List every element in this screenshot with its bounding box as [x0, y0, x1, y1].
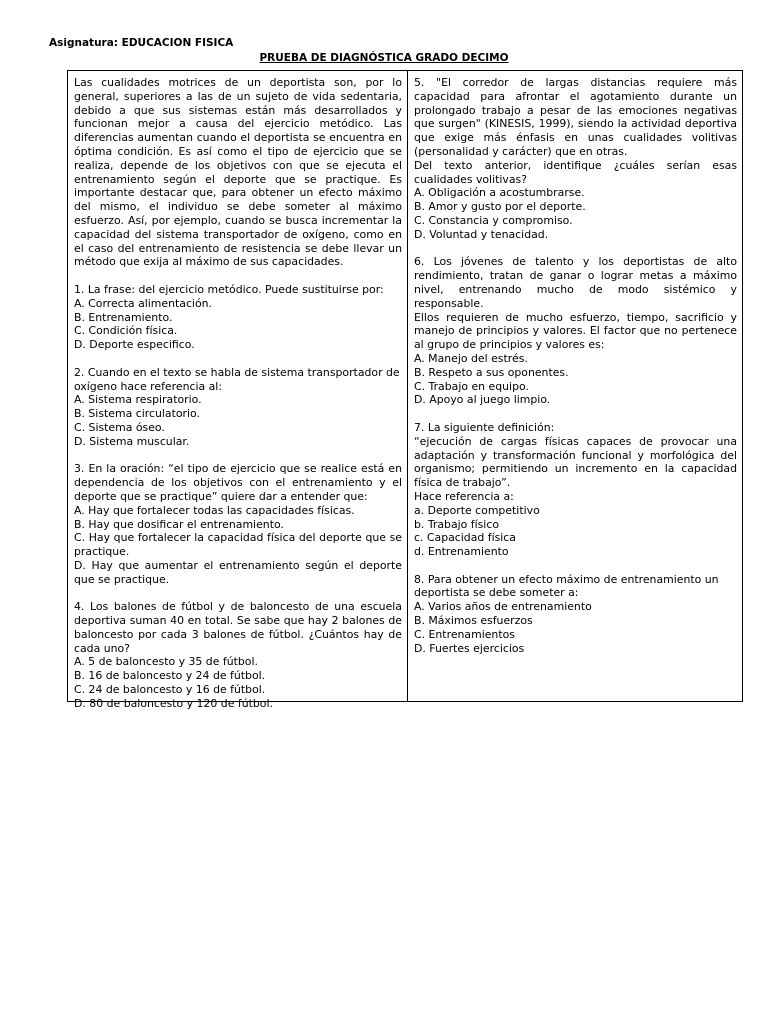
- question-6-text: 6. Los jóvenes de talento y los deportistas de alto rendimiento, tratan de ganar o lograr metas a máximo nivel, entrenando mucho de modo sistémico y responsable.: [414, 255, 737, 310]
- option-8b: B. Máximos esfuerzos: [414, 614, 533, 628]
- question-2: [74, 366, 402, 449]
- option-2b: B. Sistema circulatorio.: [74, 407, 200, 421]
- option-4b: B. 16 de baloncesto y 24 de fútbol.: [74, 669, 266, 683]
- option-7c: c. Capacidad física: [414, 531, 516, 545]
- document-title: PRUEBA DE DIAGNÓSTICA GRADO DECIMO: [259, 52, 509, 64]
- question-7: [414, 421, 737, 559]
- question-5-prompt: Del texto anterior, identifique ¿cuáles serían esas cualidades volitivas?: [414, 158, 737, 186]
- option-3d: D. Hay que aumentar el entrenamiento según el deporte que se practique.: [74, 558, 402, 586]
- option-5d: D. Voluntad y tenacidad.: [414, 227, 549, 241]
- option-7a: a. Deporte competitivo: [414, 503, 540, 517]
- option-1a: A. Correcta alimentación.: [74, 296, 212, 310]
- option-8a: A. Varios años de entrenamiento: [414, 600, 592, 614]
- question-1-text: 1. La frase: del ejercicio metódico. Puede sustituirse por:: [74, 282, 384, 296]
- reading-passage: Las cualidades motrices de un deportista son, por lo general, superiores a las de un sujeto de vida sedentaria, debido a que sus sistemas están más desarrollados y funcionan mejor a causa del ejercicio metódico. Las diferencias aumentan cuando el deportista se encuentra en óptima condición. Es así como el tipo de ejercicio que se realiza, depende de los objetivos con que se ejecuta el entrenamiento según el deporte que se practique. Es importante destacar que, para obtener un efecto máximo del mismo, el individuo se debe someter al máximo esfuerzo. Así, por ejemplo, cuando se busca incrementar la capacidad del sistema transportador de oxígeno, como en el caso del entrenamiento de resistencia se debe llevar un método que exija al máximo de sus capacidades.: [74, 76, 402, 269]
- question-8-text: 8. Para obtener un efecto máximo de entrenamiento un deportista se debe someter a:: [414, 572, 719, 600]
- option-7b: b. Trabajo físico: [414, 517, 499, 531]
- question-1: [74, 283, 402, 352]
- option-8d: D. Fuertes ejercicios: [414, 641, 525, 655]
- question-5-text: 5. "El corredor de largas distancias requiere más capacidad para afrontar el agotamiento durante un prolongado trabajo a pesar de las emociones negativas que surgen" (KINESIS, 1999), siendo la actividad deportiva que exige más énfasis en unas cualidades volitivas (personalidad y carácter) que en otras.: [414, 76, 737, 158]
- left-column: [68, 71, 408, 710]
- option-6b: B. Respeto a sus oponentes.: [414, 365, 569, 379]
- option-4a: A. 5 de baloncesto y 35 de fútbol.: [74, 655, 258, 669]
- exam-table: [67, 70, 743, 710]
- option-6d: D. Apoyo al juego limpio.: [414, 393, 551, 407]
- option-7d: d. Entrenamiento: [414, 545, 509, 559]
- option-5a: A. Obligación a acostumbrarse.: [414, 186, 585, 200]
- option-3a: A. Hay que fortalecer todas las capacidades físicas.: [74, 503, 355, 517]
- option-3c: C. Hay que fortalecer la capacidad física del deporte que se practique.: [74, 531, 402, 559]
- option-2c: C. Sistema óseo.: [74, 420, 165, 434]
- question-7-prompt: Hace referencia a:: [414, 489, 514, 503]
- question-7-text: 7. La siguiente definición:: [414, 420, 555, 434]
- option-6c: C. Trabajo en equipo.: [414, 379, 529, 393]
- option-2a: A. Sistema respiratorio.: [74, 393, 202, 407]
- option-6a: A. Manejo del estrés.: [414, 351, 528, 365]
- option-1c: C. Condición física.: [74, 324, 178, 338]
- subject-heading: Asignatura: EDUCACION FISICA: [49, 37, 234, 49]
- question-8: [414, 573, 737, 656]
- question-6-prompt: Ellos requieren de mucho esfuerzo, tiempo, sacrificio y manejo de principios y valores. El factor que no pertenece al grupo de principios y valores es:: [414, 310, 737, 352]
- option-5b: B. Amor y gusto por el deporte.: [414, 200, 586, 214]
- question-3-text: 3. En la oración: “el tipo de ejercicio que se realice está en dependencia de los objetivos con el entrenamiento y el deporte que se practique” quiere dar a entender que:: [74, 462, 402, 503]
- option-2d: D. Sistema muscular.: [74, 434, 190, 448]
- option-4c: C. 24 de baloncesto y 16 de fútbol.: [74, 683, 266, 697]
- question-7-quote: “ejecución de cargas físicas capaces de provocar una adaptación y transformación funcional y morfológica del organismo; permitiendo un incremento en la capacidad física de trabajo”.: [414, 434, 737, 490]
- option-4d: D. 80 de baloncesto y 120 de fútbol.: [74, 696, 273, 710]
- option-1b: B. Entrenamiento.: [74, 310, 173, 324]
- option-5c: C. Constancia y compromiso.: [414, 213, 573, 227]
- question-6: [414, 255, 737, 407]
- question-2-text: 2. Cuando en el texto se habla de sistema transportador de oxígeno hace referencia al:: [74, 365, 400, 393]
- option-8c: C. Entrenamientos: [414, 627, 515, 641]
- right-column: [408, 71, 742, 701]
- question-3: [74, 462, 402, 586]
- option-3b: B. Hay que dosificar el entrenamiento.: [74, 517, 284, 531]
- question-4-text: 4. Los balones de fútbol y de baloncesto de una escuela deportiva suman 40 en total. Se sabe que hay 2 balones de baloncesto por cada 3 balones de fútbol. ¿Cuántos hay de cada uno?: [74, 600, 402, 655]
- question-5: [414, 76, 737, 242]
- option-1d: D. Deporte especifico.: [74, 338, 195, 352]
- question-4: [74, 600, 402, 710]
